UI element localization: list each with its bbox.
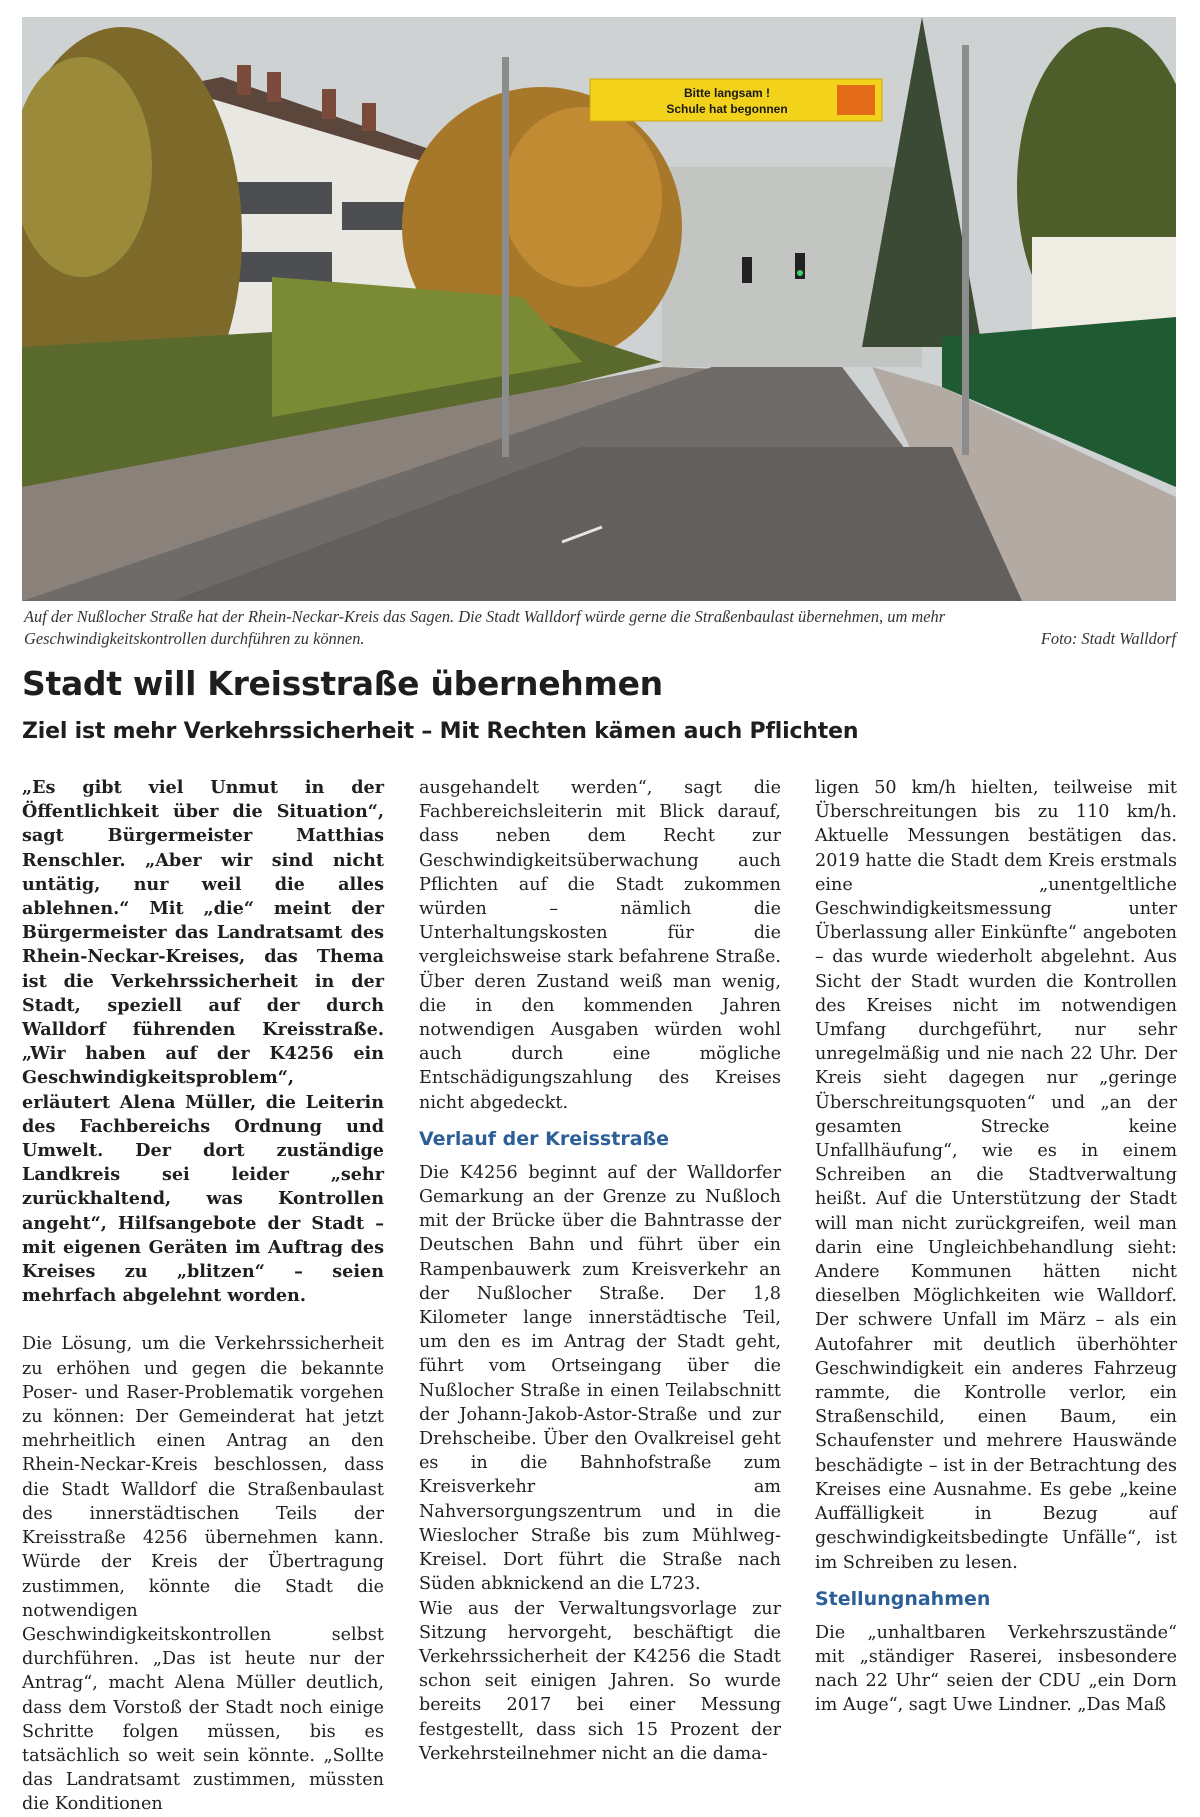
body-paragraph: ligen 50 km/h hielten, teilweise mit Überschreitungen bis zu 110 km/h. Aktuelle Messungen bestätigen das. 2019 hatte die Stadt dem Kreis erstmals eine „unentgeltliche Geschwindigkeitsmessung unter Überlassung aller Einkünfte“ angeboten – das wurde wiederholt abgelehnt. Aus Sicht der Stadt wurden die Kontrollen des Kreises nicht im notwendigen Umfang durchgeführt, nur sehr unregelmäßig und nie nach 22 Uhr. Der Kreis sieht dagegen nur „geringe Überschreitungsquoten“ und „an der gesamten Strecke keine Unfallhäufung“, wie es in einem Schreiben an die Stadtverwaltung heißt. Auf die Unterstützung der Stadt will man nicht zurückgreifen, weil man darin eine Ungleichbehandlung sieht: Andere Kommunen hätten nicht dieselben Möglichkeiten wie Walldorf. Der schwere Unfall im März – als ein Autofahrer mit deutlich überhöhter Geschwindigkeit ein anderes Fahrzeug rammte, die Kontrolle verlor, ein Straßenschild, einen Baum, ein Schaufenster und mehrere Hauswände beschädigte – ist in der Betrachtung des Kreises eine Ausnahme. Es gebe „keine Auffälligkeit in Bezug auf geschwindigkeitsbedingte Unfälle“, ist im Schreiben zu lesen. — [815, 778, 1177, 1573]
banner-logo-right — [837, 85, 875, 115]
article-column-3 — [815, 776, 1177, 1718]
section-heading-stellungnahmen: Stellungnahmen — [815, 1587, 991, 1610]
chimney — [237, 65, 251, 95]
body-paragraph: Die „unhaltbaren Verkehrszustände“ mit „ständiger Raserei, insbesondere nach 22 Uhr“ seien der CDU „ein Dorn im Auge“, sagt Uwe Lindner. „Das Maß — [815, 1622, 1177, 1716]
article-column-2 — [419, 776, 781, 1766]
chimney — [322, 89, 336, 119]
banner-line2: Schule hat begonnen — [666, 102, 788, 116]
chimney — [362, 103, 376, 131]
caption-line2: Geschwindigkeitskontrollen durchführen zu können. — [24, 629, 365, 648]
balcony — [237, 182, 332, 214]
traffic-light-green — [797, 270, 803, 276]
photo-credit: Foto: Stadt Walldorf — [1040, 629, 1176, 648]
headline: Stadt will Kreisstraße übernehmen — [22, 664, 663, 703]
tree-autumn-light — [502, 107, 662, 287]
banner-line1: Bitte langsam ! — [683, 86, 771, 100]
body-paragraph: ausgehandelt werden“, sagt die Fachbereichsleiterin mit Blick darauf, dass neben dem Recht zur Geschwindigkeitsüberwachung auch Pflichten auf die Stadt zukommen würden – nämlich die Unterhaltungskosten für die vergleichsweise stark befahrene Straße. Über deren Zustand weiß man wenig, die in den kommenden Jahren notwendigen Ausgaben würden wohl auch durch eine mögliche Entschädigungszahlung des Kreises nicht abgedeckt. — [419, 778, 781, 1113]
caption-line1: Auf der Nußlocher Straße hat der Rhein-Neckar-Kreis das Sagen. Die Stadt Walldorf würde gerne die Straßenbaulast übernehmen, um mehr — [24, 607, 946, 626]
article-column-1 — [22, 776, 384, 1817]
chimney — [267, 72, 281, 102]
body-paragraph: Die K4256 beginnt auf der Walldorfer Gemarkung an der Grenze zu Nußloch mit der Brücke über die Bahntrasse der Deutschen Bahn und führt über ein Rampenbauwerk zum Kreisverkehr an der Nußlocher Straße. Der 1,8 Kilometer lange innerstädtische Teil, um den es im Antrag der Stadt geht, führt vom Ortseingang über die Nußlocher Straße in einen Teilabschnitt der Johann-Jakob-Astor-Straße und zur Drehscheibe. Über den Ovalkreisel geht es in die Bahnhofstraße zum Kreisverkehr am Nahversorgungszentrum und in die Wieslocher Straße bis zum Mühlweg-Kreisel. Dort führt die Straße nach Süden abknickend an die L723. — [419, 1162, 781, 1595]
section-heading-verlauf: Verlauf der Kreisstraße — [419, 1127, 670, 1150]
photo-caption — [24, 606, 1176, 650]
pole-left — [502, 57, 509, 457]
balcony — [237, 252, 332, 282]
paragraph-gap — [22, 1308, 384, 1332]
pole-right — [962, 45, 969, 455]
lead-paragraph: „Es gibt viel Unmut in der Öffentlichkeit über die Situation“, sagt Bürgermeister Matthias Renschler. „Aber wir sind nicht untätig, nur weil die alles ablehnen.“ Mit „die“ meint der Bürgermeister das Landratsamt des Rhein-Neckar-Kreises, das Thema ist die Verkehrssicherheit in der Stadt, speziell auf der durch Walldorf führenden Kreisstraße. „Wir haben auf der K4256 ein Geschwindigkeitsproblem“, erläutert Alena Müller, die Leiterin des Fachbereichs Ordnung und Umwelt. Der dort zuständige Landkreis sei leider „sehr zurückhaltend, was Kontrollen angeht“, Hilfsangebote der Stadt – mit eigenen Geräten im Auftrag des Kreises zu „blitzen“ – seien mehrfach abgelehnt worden. — [22, 777, 384, 1307]
street-photo — [22, 17, 1176, 601]
body-paragraph: Wie aus der Verwaltungsvorlage zur Sitzung hervorgeht, beschäftigt die Verkehrssicherheit der K4256 die Stadt schon seit einigen Jahren. So wurde bereits 2017 bei einer Messung festgestellt, dass sich 15 Prozent der Verkehrsteilnehmer nicht an die dama- — [419, 1598, 781, 1764]
caption-line2-row — [24, 628, 1176, 650]
traffic-light — [742, 257, 752, 283]
body-paragraph: Die Lösung, um die Verkehrssicherheit zu erhöhen und gegen die bekannte Poser- und Raser-Problematik vorgehen zu können: Der Gemeinderat hat jetzt mehrheitlich einen Antrag an den Rhein-Neckar-Kreis beschlossen, dass die Stadt Walldorf die Straßenbaulast des innerstädtischen Teils der Kreisstraße 4256 übernehmen kann. Würde der Kreis der Übertragung zustimmen, könnte die Stadt die notwendigen Geschwindigkeitskontrollen selbst durchführen. „Das ist heute nur der Antrag“, macht Alena Müller deutlich, dass dem Vorstoß der Stadt noch einige Schritte folgen müssen, bis es tatsächlich so weit sein könnte. „Sollte das Landratsamt zustimmen, müssten die Konditionen — [22, 1334, 384, 1815]
subheadline: Ziel ist mehr Verkehrssicherheit – Mit Rechten kämen auch Pflichten — [22, 719, 859, 744]
